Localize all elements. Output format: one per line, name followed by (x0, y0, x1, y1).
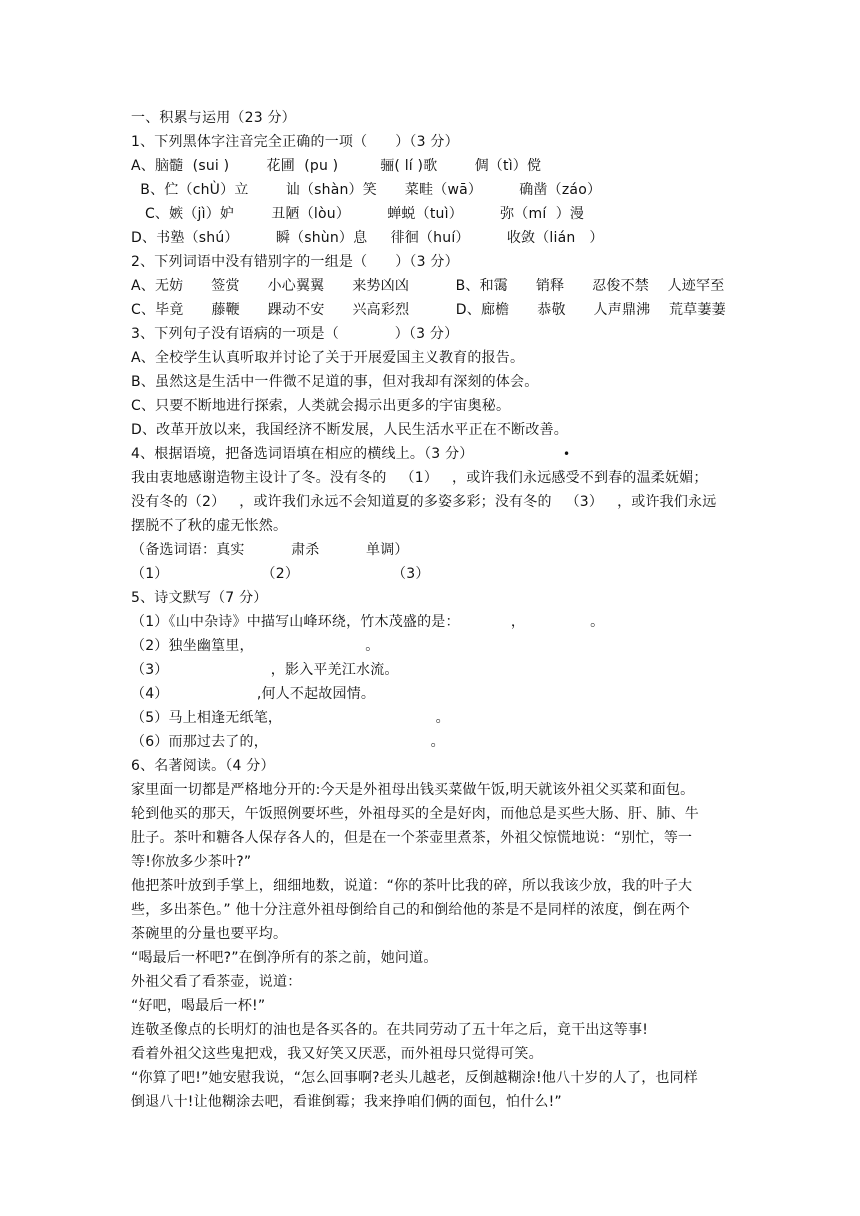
bullet-mark: • (563, 447, 571, 461)
question-4-word-bank: （备选词语：真实 肃杀 单调） (131, 542, 409, 558)
question-1-option-d: D、书塾（shú） 瞬（shùn）息 徘徊（huí） 收敛（lián ） (131, 230, 604, 246)
reading-passage-line: 等!你放多少茶叶?” (131, 854, 252, 870)
question-3-option-b: B、虽然这是生活中一件微不足道的事，但对我却有深刻的体会。 (131, 374, 539, 390)
section-heading: 一、积累与运用（23 分） (131, 110, 296, 126)
question-5-item-5: （5）马上相逢无纸笔， 。 (131, 710, 450, 726)
question-3-option-d: D、改革开放以来，我国经济不断发展，人民生活水平正在不断改善。 (131, 422, 568, 438)
question-4-answer-slots: （1） （2） （3） (131, 566, 430, 582)
question-3-option-a: A、全校学生认真听取并讨论了关于开展爱国主义教育的报告。 (131, 350, 525, 366)
reading-passage-line: “你算了吧!”她安慰我说，“怎么回事啊?老头儿越老，反倒越糊涂!他八十岁的人了，也同样 (131, 1070, 699, 1086)
question-3-option-c: C、只要不断地进行探索，人类就会揭示出更多的宇宙奥秘。 (131, 398, 511, 414)
question-4-stem: 4、根据语境，把备选词语填在相应的横线上。（3 分） (131, 446, 474, 462)
question-4-passage-line: 没有冬的（2） ，或许我们永远不会知道夏的多姿多彩；没有冬的 （3） ，或许我们永远 (131, 494, 717, 510)
question-5-item-1: （1）《山中杂诗》中描写山峰环绕，竹木茂盛的是： ， 。 (131, 614, 605, 630)
question-5-stem: 5、诗文默写（7 分） (131, 590, 268, 606)
reading-passage-line: 连敬圣像点的长明灯的油也是各买各的。在共同劳动了五十年之后，竟干出这等事! (131, 1022, 649, 1038)
question-1-stem: 1、下列黑体字注音完全正确的一项（ ）（3 分） (131, 134, 459, 150)
reading-passage-line: 茶碗里的分量也要平均。 (131, 926, 288, 942)
reading-passage-line: 轮到他买的那天，午饭照例要坏些，外祖母买的全是好肉，而他总是买些大肠、肝、肺、牛 (131, 806, 699, 822)
reading-passage-line: 些，多出茶色。” 他十分注意外祖母倒给自己的和倒给他的茶是不是同样的浓度，倒在两个 (131, 902, 690, 918)
question-5-item-3: （3） ，影入平羌江水流。 (131, 662, 399, 678)
reading-passage-line: 他把茶叶放到手掌上，细细地数，说道：“你的茶叶比我的碎，所以我该少放，我的叶子大 (131, 878, 693, 894)
question-2-options-cd: C、毕竟 藤鞭 踝动不安 兴高彩烈 D、廊檐 恭敬 人声鼎沸 荒草萋萋 (131, 302, 726, 318)
reading-passage-line: 家里面一切都是严格地分开的:今天是外祖母出钱买菜做午饭,明天就该外祖父买菜和面包。 (131, 782, 695, 798)
reading-passage-line: “好吧，喝最后一杯!” (131, 998, 266, 1014)
question-2-options-ab: A、无妨 签赏 小心翼翼 来势凶凶 B、和霭 销释 忍俊不禁 人迹罕至 (131, 278, 725, 294)
reading-passage-line: 倒退八十!让他糊涂去吧，看谁倒霉；我来挣咱们俩的面包，怕什么!” (131, 1094, 562, 1110)
question-1-option-c: C、嫉（jì）妒 丑陋（lòu） 蝉蜕（tuì） 弥（mí ）漫 (131, 206, 585, 222)
reading-passage-line: 肚子。茶叶和糖各人保存各人的，但是在一个茶壶里煮茶，外祖父惊慌地说：“别忙，等一 (131, 830, 693, 846)
question-2-stem: 2、下列词语中没有错别字的一组是（ ）（3 分） (131, 254, 459, 270)
question-5-item-2: （2）独坐幽篁里， 。 (131, 638, 380, 654)
question-5-item-6: （6）而那过去了的， 。 (131, 734, 445, 750)
question-6-stem: 6、名著阅读。（4 分） (131, 758, 275, 774)
question-3-stem: 3、下列句子没有语病的一项是（ ）（3 分） (131, 326, 459, 342)
reading-passage-line: 外祖父看了看茶壶，说道： (131, 974, 302, 990)
question-5-item-4: （4） ,何人不起故园情。 (131, 686, 376, 702)
reading-passage-line: 看着外祖父这些鬼把戏，我又好笑又厌恶，而外祖母只觉得可笑。 (131, 1046, 543, 1062)
question-4-passage-line: 摆脱不了秋的虚无怅然。 (131, 518, 288, 534)
reading-passage-line: “喝最后一杯吧?”在倒净所有的茶之前，她问道。 (131, 950, 438, 966)
question-1-option-a: A、脑髓 (sui ) 花圃 (pu ) 骊( lí )歌 倜（tì）傥 (131, 158, 542, 174)
question-4-passage-line: 我由衷地感谢造物主设计了冬。没有冬的 （1） ，或许我们永远感受不到春的温柔妩媚； (131, 470, 708, 486)
question-1-option-b: B、伫（chÙ）立 讪（shàn）笑 菜畦（wā） 确凿（záo） (131, 182, 602, 198)
